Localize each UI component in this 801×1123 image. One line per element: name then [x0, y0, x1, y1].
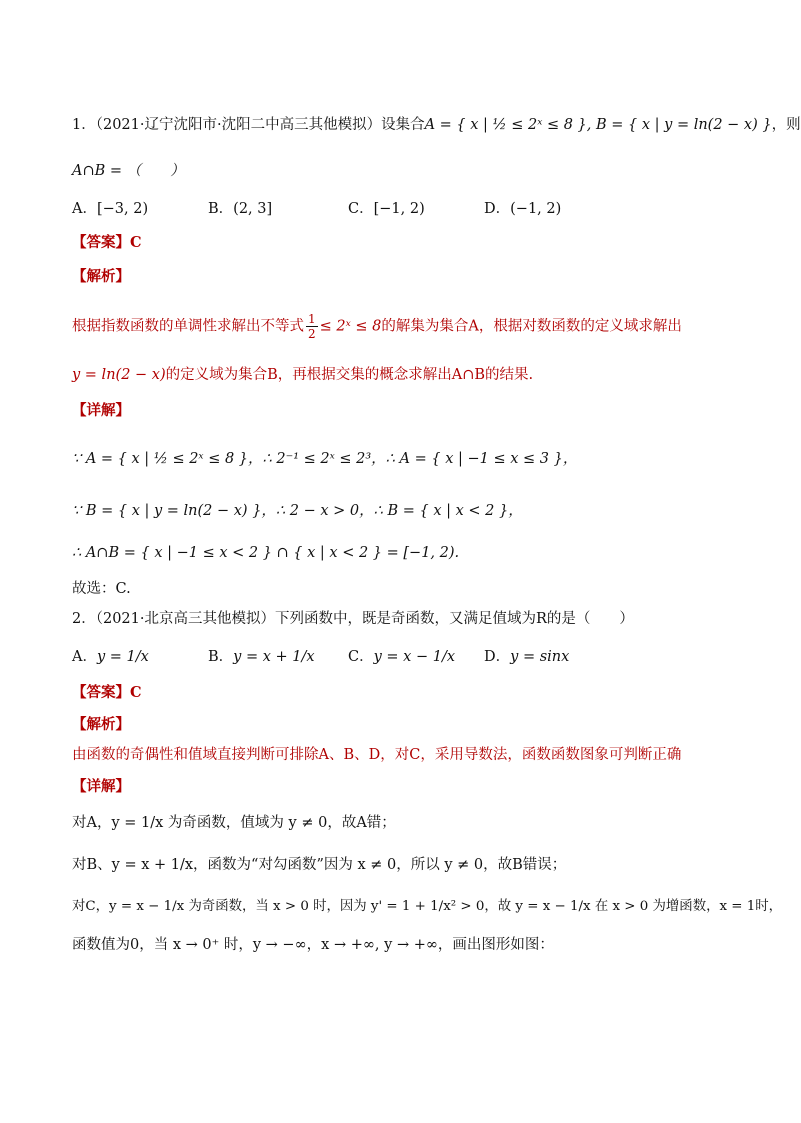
q1-set-b: , B = { x | y = ln(2 − x) } — [586, 117, 772, 133]
q2-option-a — [72, 646, 149, 668]
q1-analysis-2-post: 的定义域为集合B，再根据交集的概念求解出A∩B的结果. — [165, 367, 534, 383]
q2-analysis-label: 【解析】 — [72, 716, 130, 733]
q1-option-c-label: C． — [348, 201, 374, 217]
q1-detail-3: ∴ A∩B = { x | −1 ≤ x < 2 } ∩ { x | x < 2 } = [−1, 2). — [72, 545, 460, 561]
q1-stem-suffix: ，则 — [771, 117, 801, 133]
q1-analysis-line-1 — [72, 312, 754, 341]
q1-analysis-label: 【解析】 — [72, 268, 130, 285]
q2-options — [72, 646, 754, 668]
q1-option-d-value: (−1, 2) — [510, 201, 562, 217]
q2-detail-label: 【详解】 — [72, 778, 130, 795]
q2-detail-3: 对C，y = x − 1/x 为奇函数，当 x > 0 时，因为 y' = 1 + 1/x² > 0，故 y = x − 1/x 在 x > 0 为增函数，x = 1时， — [72, 899, 783, 914]
q1-option-c-value: [−1, 2) — [373, 201, 425, 217]
q2-option-c — [348, 646, 455, 668]
q2-detail-1: 对A，y = 1/x 为奇函数，值域为 y ≠ 0，故A错； — [72, 815, 396, 831]
q1-detail-2: ∵ B = { x | y = ln(2 − x) }，∴ 2 − x > 0，∴ B = { x | x < 2 }， — [72, 503, 523, 519]
q1-detail-label: 【详解】 — [72, 402, 130, 419]
q1-detail-1: ∵ A = { x | ½ ≤ 2ˣ ≤ 8 }，∴ 2⁻¹ ≤ 2ˣ ≤ 2³，∴ A = { x | −1 ≤ x ≤ 3 }， — [72, 451, 578, 467]
q2-option-c-label: C． — [348, 649, 374, 665]
q2-option-b-label: B． — [208, 649, 234, 665]
q2-analysis: 由函数的奇偶性和值域直接判断可排除A、B、D，对C，采用导数法，函数函数图象可判断正确 — [72, 747, 682, 763]
q1-option-d — [484, 198, 561, 220]
q1-option-a-label: A． — [72, 201, 97, 217]
q1-option-b-value: (2, 3] — [233, 201, 273, 217]
q1-option-d-label: D． — [484, 201, 511, 217]
q2-detail-4: 函数值为0，当 x → 0⁺ 时，y → −∞，x → +∞, y → +∞，画出图形如图： — [72, 937, 554, 953]
half-fraction: $\frac{1}{2}$ — [308, 312, 316, 341]
q1-question-line: A∩B = （ ） — [72, 163, 185, 179]
q1-options — [72, 198, 754, 220]
q1-option-a — [72, 198, 148, 220]
q2-option-d-label: D． — [484, 649, 511, 665]
q2-option-b-value: y = x + 1/x — [233, 649, 315, 665]
q2-option-d — [484, 646, 569, 668]
q1-analysis-1-math: ≤ 2ˣ ≤ 8 — [319, 318, 382, 335]
q1-stem — [72, 114, 801, 136]
q1-analysis-1-post: 的解集为集合A，根据对数函数的定义域求解出 — [381, 318, 682, 335]
q2-option-c-value: y = x − 1/x — [373, 649, 456, 665]
q1-option-b — [208, 198, 272, 220]
q1-answer: 【答案】C — [72, 234, 142, 251]
q1-option-c — [348, 198, 425, 220]
q2-option-a-value: y = 1/x — [96, 649, 149, 665]
q2-option-d-value: y = sinx — [510, 649, 570, 665]
q2-detail-2: 对B、y = x + 1/x，函数为“对勾函数”因为 x ≠ 0，所以 y ≠ 0，故B错误； — [72, 857, 567, 873]
q2-stem: 2．（2021·北京高三其他模拟）下列函数中，既是奇函数，又满足值域为R的是（ ） — [72, 611, 634, 627]
q2-answer: 【答案】C — [72, 684, 142, 701]
q1-conclusion: 故选：C. — [72, 581, 131, 597]
q1-analysis-1-pre: 根据指数函数的单调性求解出不等式 — [72, 318, 304, 335]
q2-option-a-label: A． — [72, 649, 97, 665]
q1-analysis-2-math: y = ln(2 − x) — [72, 367, 166, 383]
q1-option-b-label: B． — [208, 201, 234, 217]
q1-option-a-value: [−3, 2) — [96, 201, 149, 217]
q1-analysis-line-2 — [72, 364, 754, 386]
q1-set-a: A = { x | ½ ≤ 2ˣ ≤ 8 } — [424, 117, 587, 133]
q2-option-b — [208, 646, 315, 668]
q1-stem-prefix: 1．（2021·辽宁沈阳市·沈阳二中高三其他模拟）设集合 — [72, 117, 425, 133]
